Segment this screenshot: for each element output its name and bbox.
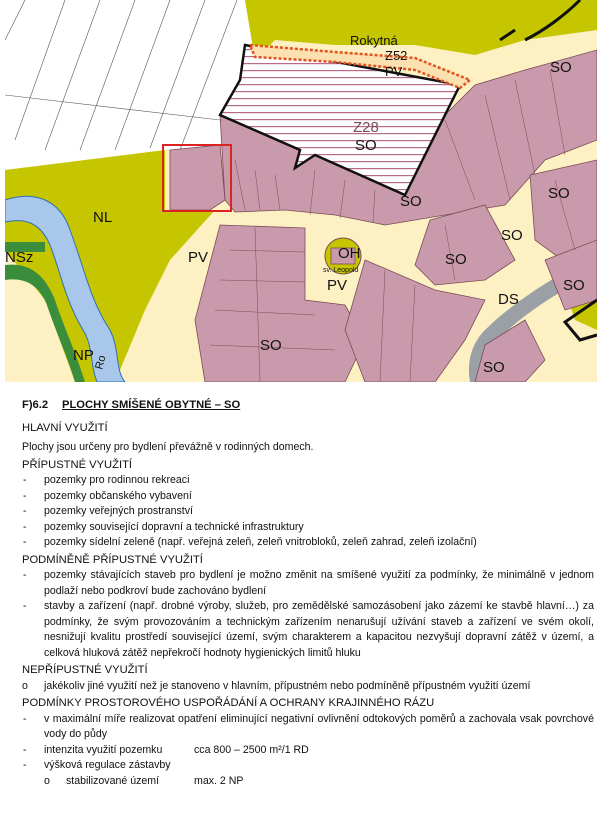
- map-label-so-bottom-right: SO: [483, 359, 505, 376]
- forbidden-use-list: [22, 679, 594, 695]
- spatial-conditions-title: PODMÍNKY PROSTOROVÉHO USPOŘÁDÁNÍ A OCHRANY KRAJINNÉHO RÁZU: [22, 697, 435, 709]
- height-regulation-list: [22, 774, 594, 790]
- permitted-use-list: [22, 473, 594, 551]
- built-block-west: [170, 145, 225, 210]
- regulation-document: [22, 398, 594, 789]
- list-item: - pozemky sídelní zeleně (např. veřejná zeleň, zeleň vnitrobloků, zeleň zahrad, zeleň izolační): [22, 535, 594, 551]
- map-label-oh: OH: [338, 245, 361, 262]
- map-label-so-top-right: SO: [550, 59, 572, 76]
- map-label-so-far-right: SO: [563, 277, 585, 294]
- map-label-sv-leopold: sv. Leopold: [323, 267, 359, 274]
- list-item: - pozemky občanského vybavení: [22, 489, 594, 505]
- list-item: - stavby a zařízení (např. drobné výroby, služeb, pro zemědělské samozásobení jako zázemí ke stavbě hlavní…) za podmínky, že svým provozováním a technickým zařízením nenarušují užívání staveb a zařízení ve svém okolí, nesnižují kvalitu prostředí související území, svým charakterem a kapacitou nezvyšují dopravní zátěž v území, a celková hluková zátěž nepřekročí hodnoty hygienických limitů hluku: [22, 599, 594, 661]
- stabilized-row: [22, 774, 594, 790]
- map-label-pv-center: PV: [327, 277, 348, 294]
- list-item: - pozemky pro rodinnou rekreaci: [22, 473, 594, 489]
- map-label-np: NP: [73, 347, 94, 364]
- map-label-so-center: SO: [445, 251, 467, 268]
- land-use-map: [5, 0, 597, 382]
- intensity-label: intenzita využití pozemku: [44, 743, 163, 756]
- map-label-so-center-right: SO: [501, 227, 523, 244]
- intensity-value: cca 800 – 2500 m²/1 RD: [194, 743, 309, 756]
- map-label-so-bottom: SO: [260, 337, 282, 354]
- list-item: o jakékoliv jiné využití než je stanoveno v hlavním, přípustném nebo podmíněně přípustném využití území: [22, 679, 594, 695]
- map-label-so-right: SO: [548, 185, 570, 202]
- map-label-nl: NL: [93, 209, 113, 226]
- section-heading: [22, 398, 594, 414]
- map-label-pv-top: PV: [385, 64, 403, 79]
- section-number: F)6.2: [22, 399, 49, 411]
- conditional-use-title: PODMÍNĚNĚ PŘÍPUSTNÉ VYUŽITÍ: [22, 553, 203, 566]
- list-item: - pozemky související dopravní a technické infrastruktury: [22, 520, 594, 536]
- map-label-pv-left: PV: [188, 249, 209, 266]
- list-item: - v maximální míře realizovat opatření eliminující negativní ovlivnění odtokových poměrů a zachovala vsak povrchové vody do půdy: [22, 712, 594, 743]
- section-title: PLOCHY SMÍŠENÉ OBYTNÉ – SO: [62, 399, 241, 411]
- map-label-ds: DS: [498, 291, 519, 308]
- main-use-title: HLAVNÍ VYUŽITÍ: [22, 421, 108, 434]
- intensity-row: [22, 743, 594, 759]
- conditional-use-list: [22, 568, 594, 661]
- stabilized-value: max. 2 NP: [194, 774, 244, 787]
- map-label-z28: Z28: [353, 119, 379, 136]
- list-item: - pozemky veřejných prostranství: [22, 504, 594, 520]
- main-use-text: Plochy jsou určeny pro bydlení převážně v rodinných domech.: [22, 441, 314, 453]
- map-label-z52: Z52: [385, 48, 408, 63]
- list-item: - pozemky stávajících staveb pro bydlení je možno změnit na smíšené využití za podmínky, že minimálně v jednom podlaží nebo podkroví bude zachováno bydlení: [22, 568, 594, 599]
- height-regulation-label: - výšková regulace zástavby: [22, 758, 594, 774]
- spatial-conditions-list: [22, 712, 594, 774]
- forbidden-use-title: NEPŘÍPUSTNÉ VYUŽITÍ: [22, 664, 148, 676]
- map-label-rokytna: Rokytná: [350, 33, 398, 48]
- map-label-river: Ro: [93, 354, 109, 371]
- map-label-nsz: NSz: [5, 249, 34, 266]
- permitted-use-title: PŘÍPUSTNÉ VYUŽITÍ: [22, 458, 133, 471]
- stabilized-label: stabilizované území: [66, 774, 160, 787]
- map-label-so-z28: SO: [355, 137, 377, 154]
- map-label-so-mid: SO: [400, 193, 422, 210]
